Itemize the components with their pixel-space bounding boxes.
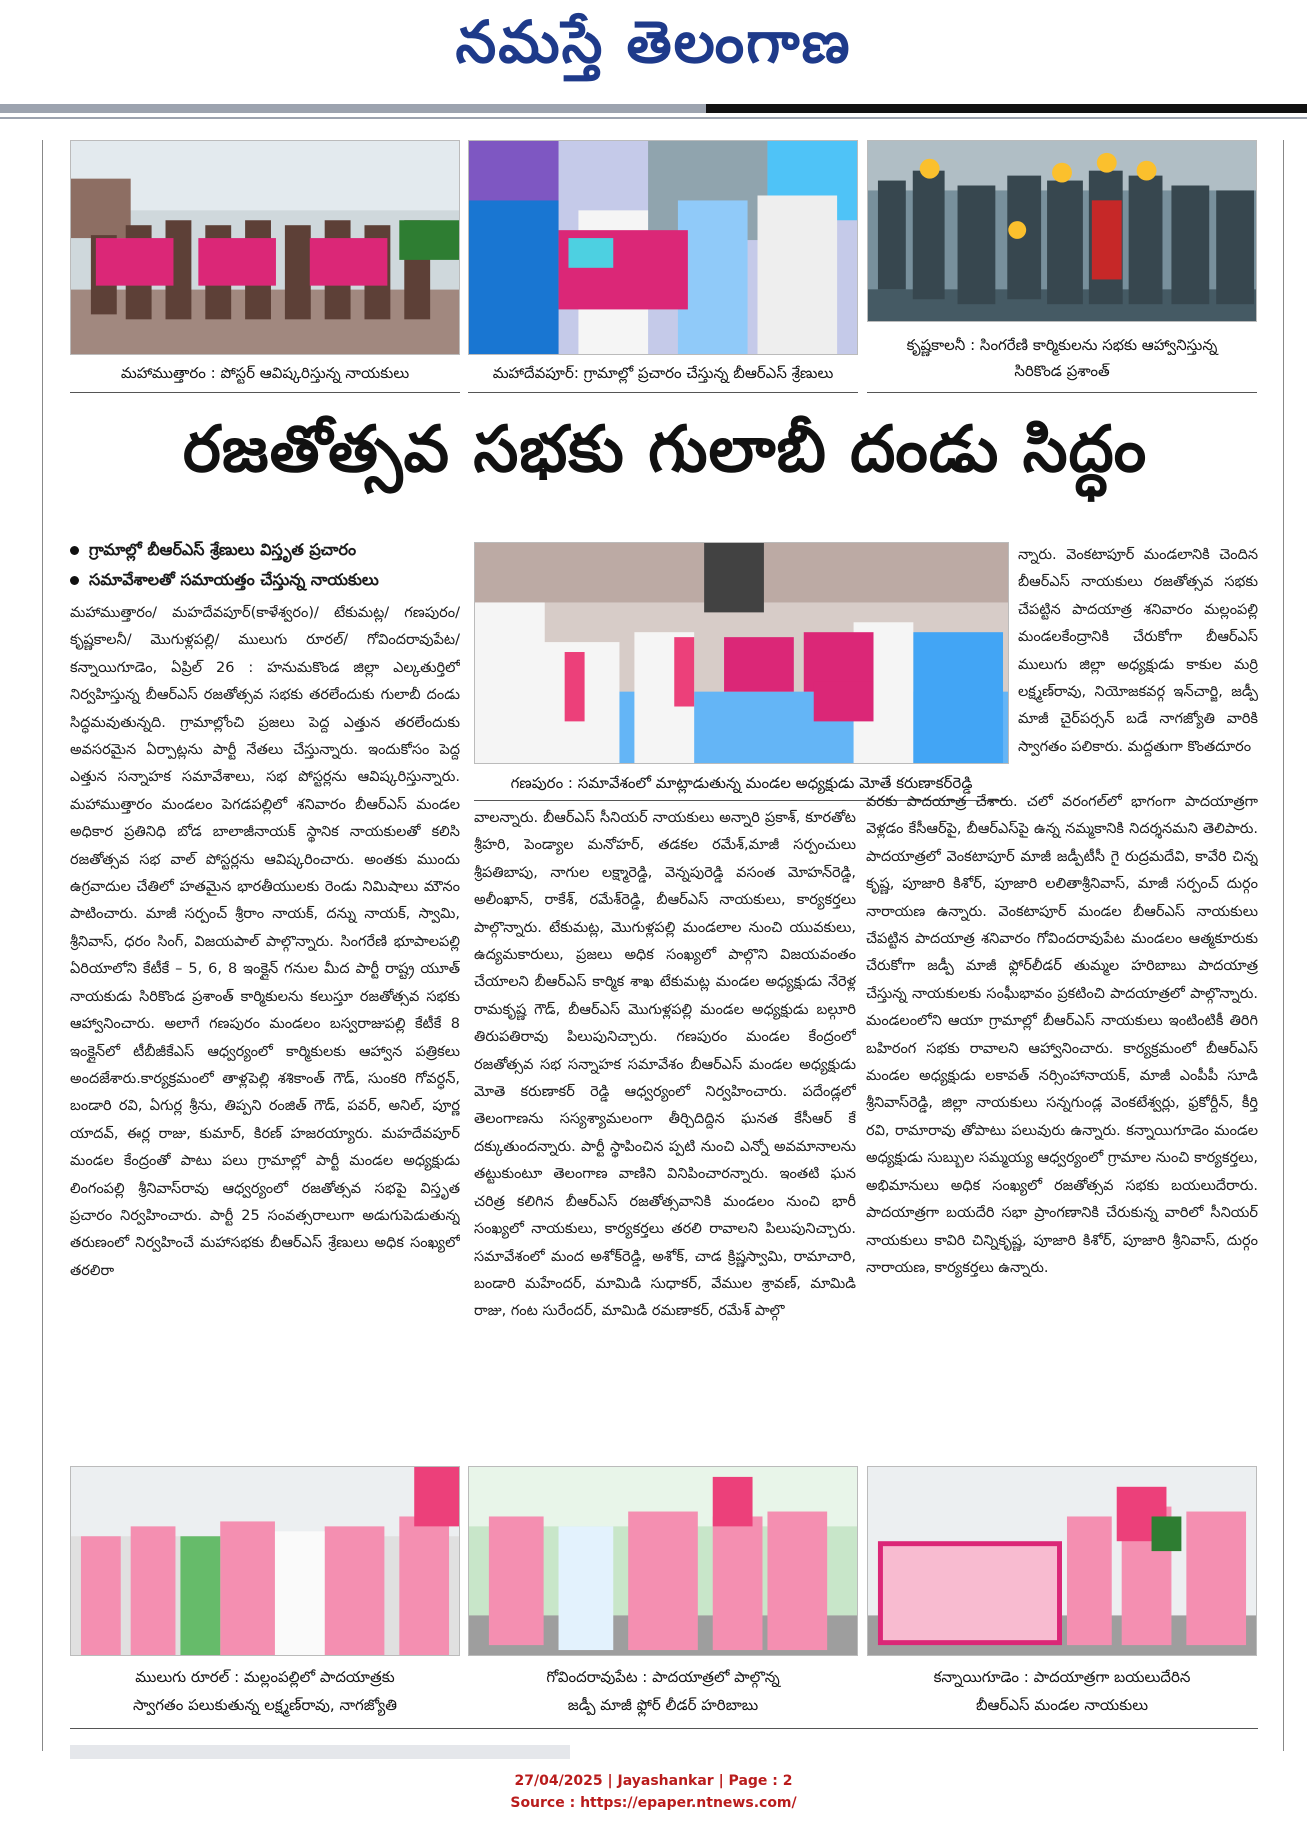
middle-photo — [474, 542, 1009, 764]
article-text: మహాముత్తారం/ మహదేవపూర్(కాళేశ్వరం)/ టేకుమట్ల/ గణపురం/ కృష్ణకాలనీ/ మొగుళ్లపల్లి/ ములుగు రూరల్/ గోవిందరావుపేట/ కన్నాయిగూడెం, ఏప్రిల్ 26 : హనుమకొండ జిల్లా ఎల్కతుర్తిలో నిర్వహిస్తున్న బీఆర్ఎస్ రజతోత్సవ సభకు తరలేందుకు గులాబీ దండు సిద్ధమవుతున్నది. గ్రామాల్లోంచి ప్రజలు పెద్ద ఎత్తున తరలేందుకు అవసరమైన ఏర్పాట్లను పార్టీ నేతలు చేస్తున్నారు. ఇందుకోసం పెద్ద ఎత్తున సన్నాహక సమావేశాలు, సభ పోస్టర్లను ఆవిష్కరిస్తున్నారు. మహాముత్తారం మండలం పెగడపల్లిలో శనివారం బీఆర్ఎస్ మండల అధికార ప్రతినిధి బోడ బాలాజీనాయక్ స్థానిక నాయకులతో కలిసి రజతోత్సవ సభ వాల్ పోస్టర్లను ఆవిష్కరించారు. అంతకు ముందు ఉగ్రవాదుల చేతిలో హతమైన భారతీయులకు రెండు నిమిషాలు మౌనం పాటించారు. మాజీ సర్పంచ్ శ్రీరాం నాయక్, దన్ను నాయక్, స్వామి, శ్రీనివాస్, ధరం సింగ్, విజయపాల్ పాల్గొన్నారు. సింగరేణి భూపాలపల్లి ఏరియాలోని కేటీకే – 5, 6, 8 ఇంక్లైన్ గనుల మీద పార్టీ రాష్ట్ర యూత్ నాయకుడు సిరికొండ ప్రశాంత్ కార్మికులను కలుస్తూ రజతోత్సవ సభకు ఆహ్వానించారు. అలాగే గణపురం మండలం బస్వరాజుపల్లి కేటీకే 8 ఇంక్లైన్‌లో టీబీజీకేఎస్ ఆధ్వర్యంలో కార్మికులకు ఆహ్వాన పత్రికలు అందజేశారు.కార్యక్రమంలో తాళ్లపెల్లి శశికాంత్ గౌడ్, సుంకరి గోవర్ధన్, బండారి రవి, ఏగుర్ల శ్రీను, తిప్పని రంజిత్ గౌడ్, పవర్, అనిల్, పూర్ణ యాదవ్, ఈర్ల రాజు, కుమార్, కిరణ్ హజరయ్యారు. మహదేవపూర్ మండల కేంద్రంతో పాటు పలు గ్రామాల్లో పార్టీ మండల అధ్యక్షుడు లింగంపల్లి శ్రీనివాస్‌రావు ఆధ్వర్యంలో రజతోత్సవ సభపై విస్తృత ప్రచారం నిర్వహించారు. పార్టీ 25 సంవత్సరాలుగా అడుగుపెడుతున్న తరుణంలో నిర్వహించే మహాసభకు బీఆర్ఎస్ శ్రేణులు అధిక సంఖ్యలో తరలిరా — [70, 605, 460, 1279]
article-text: వరకు పాదయాత్ర చేశారు. చలో వరంగల్‌లో భాగంగా పాదయాత్రగా వెళ్లడం కేసీఆర్‌పై, బీఆర్ఎస్‌పై ఉన్న నమ్మకానికి నిదర్శనమని తెలిపారు. పాదయాత్రలో వెంకటాపూర్ మాజీ జడ్పీటీసీ గై రుద్రమదేవి, కావేరి చిన్న కృష్ణ, పూజారి కిశోర్, పూజారి లలితాశ్రీనివాస్, మాజీ సర్పంచ్ దుర్గం నారాయణ ఉన్నారు. వెంకటాపూర్ మండల బీఆర్ఎస్ నాయకులు చేపట్టిన పాదయాత్ర శనివారం గోవిందరావుపేట మండలం ఆత్మకూరుకు చేరుకోగా జడ్పీ మాజీ ఫ్లోర్‌లీడర్ తుమ్మల హరిబాబు పాదయాత్ర చేస్తున్న నాయకులకు సంఘీభావం ప్రకటించి పాదయాత్రలో పాల్గొన్నారు. మండలంలోని ఆయా గ్రామాల్లో బీఆర్ఎస్ నాయకులు ఇంటింటికీ తిరిగి బహిరంగ సభకు రావాలని ఆహ్వానించారు. కార్యక్రమంలో బీఆర్ఎస్ మండల అధ్యక్షుడు లకావత్ నర్సింహానాయక్, మాజీ ఎంపీపీ సూడి శ్రీనివాస్‌రెడ్డి, జిల్లా నాయకులు సన్నగుండ్ల వెంకటేశ్వర్లు, ఫ్రకోర్దీన్, కీర్తి రవి, రామారావు తోపాటు పలువురు ఉన్నారు. కన్నాయిగూడెం మండల అధ్యక్షుడు సుబ్బుల సమ్మయ్య ఆధ్వర్యంలో గ్రామాల నుంచి కార్యకర్తలు, అభిమానులు అధిక సంఖ్యలో రజతోత్సవ సభకు బయలుదేరారు. పాదయాత్రగా బయదేరి సభా ప్రాంగణానికి చేరుకున్న వారిలో సీనియర్ నాయకులు కావిరి చిన్నికృష్ణ, పూజారి కిశోర్, పూజారి శ్రీనివాస్, దుర్గం నారాయణ, కార్యకర్తలు ఉన్నారు. — [866, 794, 1258, 1276]
article-column-1 — [70, 600, 460, 1450]
bottom-photo-1 — [70, 1466, 460, 1656]
middle-photo-caption: గణపురం : సమావేశంలో మాట్లాడుతున్న మండల అధ్యక్షుడు మోతే కరుణాకర్‌రెడ్డి — [510, 774, 973, 792]
article-column-3-top — [1018, 542, 1258, 789]
masthead-title: నమస్తే తెలంగాణ — [455, 8, 852, 76]
footer-date-edition: 27/04/2025 | Jayashankar | Page : 2 — [514, 1773, 793, 1789]
top-photo-3 — [867, 140, 1257, 322]
article-text: న్నారు. వెంకటాపూర్ మండలానికి చెందిన బీఆర్ఎస్ నాయకులు రజతోత్సవ సభకు చేపట్టిన పాదయాత్ర శనివారం మల్లంపల్లి మండలకేంద్రానికి చేరుకోగా బీఆర్ఎస్ ములుగు జిల్లా అధ్యక్షుడు కాకుల మర్రి లక్ష్మణ్‌రావు, నియోజకవర్గ ఇన్‌చార్జి, జడ్పీ మాజీ చైర్‌పర్సన్ బడే నాగజ్యోతి వారికి స్వాగతం పలికారు. మద్దతుగా కొంతదూరం — [1018, 547, 1258, 755]
highlight-text: గ్రామాల్లో బీఆర్ఎస్ శ్రేణులు విస్తృత ప్రచారం — [89, 540, 357, 559]
bottom-photo-2-caption-line2: జడ్పీ మాజీ ఫ్లోర్ లీడర్ హరిబాబు — [567, 1696, 759, 1714]
top-photo-1 — [70, 140, 460, 355]
article-highlights — [70, 535, 460, 595]
bottom-photo-3 — [867, 1466, 1257, 1656]
highlight-text: సమావేశాలతో సమాయత్తం చేస్తున్న నాయకులు — [89, 570, 379, 589]
top-photo-2 — [468, 140, 858, 355]
bottom-photo-2-caption-line1: గోవిందరావుపేట : పాదయాత్రలో పాల్గొన్న — [546, 1668, 780, 1686]
masthead-rule-thin — [0, 117, 1307, 119]
masthead — [0, 0, 1307, 100]
bottom-photo-2 — [468, 1466, 858, 1656]
highlight-item — [70, 535, 460, 565]
caption-rule — [468, 392, 858, 393]
bottom-photo-1-caption-line1: ములుగు రూరల్ : మల్లంపల్లిలో పాదయాత్రకు — [135, 1668, 395, 1686]
right-column-divider — [1283, 140, 1284, 1751]
caption-rule — [70, 392, 460, 393]
top-photo-3-caption-line2: సిరికొండ ప్రశాంత్ — [1014, 362, 1110, 380]
footer-source-link[interactable]: Source : https://epaper.ntnews.com/ — [510, 1795, 797, 1811]
masthead-rule — [0, 104, 1307, 113]
highlight-item — [70, 565, 460, 595]
left-edge-column — [0, 140, 18, 1751]
article-headline: రజతోత్సవ సభకు గులాబీ దండు సిద్ధం — [182, 413, 1148, 487]
article-column-2 — [474, 805, 856, 1450]
bullet-icon — [70, 576, 79, 585]
top-photo-2-caption: మహాదేవపూర్: గ్రామాల్లో ప్రచారం చేస్తున్న బీఆర్ఎస్ శ్రేణులు — [492, 364, 834, 382]
bullet-icon — [70, 546, 79, 555]
bottom-photo-1-caption-line2: స్వాగతం పలుకుతున్న లక్ష్మణ్‌రావు, నాగజ్యోతి — [132, 1696, 398, 1714]
left-column-divider — [42, 140, 43, 1751]
article-text: వాలన్నారు. బీఆర్ఎస్ సీనియర్ నాయకులు అన్నారి ప్రకాశ్, కూరతోట శ్రీహరి, పెండ్యాల మనోహర్, తడకల రమేశ్,మాజీ సర్పంచులు శ్రీపతిబాపు, నాగుల లక్ష్మారెడ్డి, వెన్నపురెడ్డి వసంత మోహన్‌రెడ్డి, అలీంఖాన్, రాకేశ్, రమేశ్‌రెడ్డి, బీఆర్ఎస్ నాయకులు, కార్యకర్తలు పాల్గొన్నారు. టేకుమట్ల, మొగుళ్లపల్లి మండలాల నుంచి యువకులు, ఉద్యమకారులు, ప్రజలు అధిక సంఖ్యలో పాల్గొని విజయవంతం చేయాలని బీఆర్ఎస్ కార్మిక శాఖ టేకుమట్ల మండల అధ్యక్షుడు నేరెళ్ల రామకృష్ణ గౌడ్, బీఆర్ఎస్ మొగుళ్లపల్లి మండల అధ్యక్షుడు బల్గూరి తిరుపతిరావు పిలుపునిచ్చారు. గణపురం మండల కేంద్రంలో రజతోత్సవ సభ సన్నాహక సమావేశం బీఆర్ఎస్ మండల అధ్యక్షుడు మోతె కరుణాకర్ రెడ్డి ఆధ్వర్యంలో నిర్వహించారు. పదేండ్లలో తెలంగాణను సస్యశ్యామలంగా తీర్చిదిద్దిన ఘనత కేసీఆర్ కే దక్కుతుందన్నారు. పార్టీ స్థాపించిన ప్పటి నుంచి ఎన్నో అవమానాలను తట్టుకుంటూ తెలంగాణ వాణిని వినిపించారన్నారు. ఇంతటి ఘన చరిత్ర కలిగిన బీఆర్ఎస్ రజతోత్సవానికి మండలం నుంచి భారీ సంఖ్యలో నాయకులు, కార్యకర్తలు తరలి రావాలని పిలుపునిచ్చారు. సమావేశంలో మంద అశోక్‌రెడ్డి, అశోక్, చాడ క్రిష్ణస్వామి, రామాచారి, బండారి మహేందర్, మామిడి సుధాకర్, వేముల శ్రావణ్, మామిడి రాజు, గంట సురేందర్, మామిడి రమణాకర్, రమేశ్ పాల్గొ — [474, 810, 856, 1320]
caption-rule — [70, 1728, 1258, 1729]
article-column-3 — [866, 789, 1258, 1450]
top-photo-1-caption: మహాముత్తారం : పోస్టర్ ఆవిష్కరిస్తున్న నాయకులు — [120, 364, 410, 382]
caption-rule — [867, 392, 1257, 393]
bottom-photo-3-caption-line1: కన్నాయిగూడెం : పాదయాత్రగా బయలుదేరిన — [933, 1668, 1191, 1686]
next-article-teaser — [70, 1745, 570, 1759]
top-photo-3-caption-line1: కృష్ణకాలనీ : సింగరేణి కార్మికులను సభకు ఆహ్వానిస్తున్న — [906, 336, 1218, 354]
bottom-photo-3-caption-line2: బీఆర్ఎస్ మండల నాయకులు — [975, 1696, 1149, 1714]
right-edge-column — [1289, 140, 1307, 1751]
